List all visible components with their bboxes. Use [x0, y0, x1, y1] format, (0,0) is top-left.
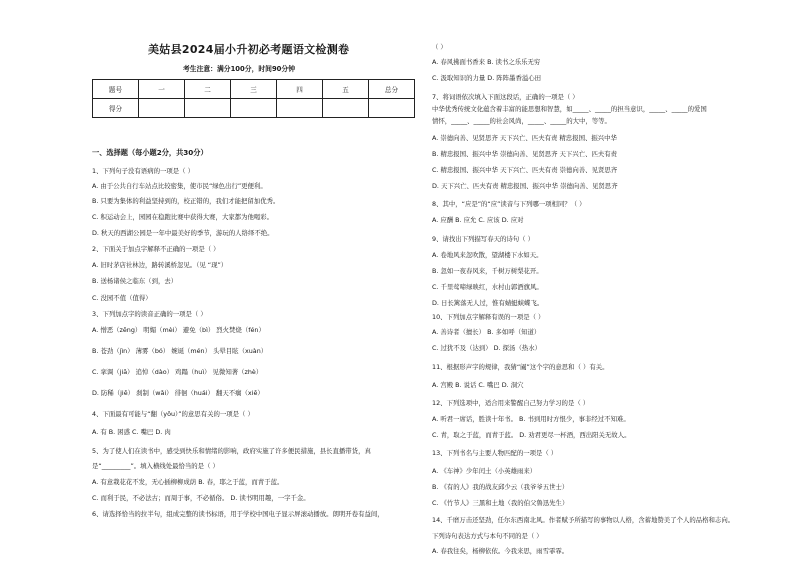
answer-option: A. 善诗者（擅长） B. 多如呼（知道） [432, 328, 541, 336]
score-cell [231, 99, 277, 118]
answer-option: D. 日长篱落无人过，惟有蜻蜓蛱蝶飞。 [432, 299, 544, 307]
score-cell [185, 99, 231, 118]
answer-option: 是“_________”。填入横线处最恰当的是（ ） [92, 462, 219, 470]
answer-option: A. 春我往矣，杨柳依依。今我来思，雨雪霏霏。 [432, 547, 569, 555]
answer-option: A. 《车神》少年闰土（小英雄雨来） [432, 467, 537, 475]
answer-option: A. 有意栽花花不发，无心插柳柳成荫 B. 春，耶之于蓝，而青于蓝。 [92, 478, 284, 486]
score-table-header-row [93, 80, 415, 99]
question-stem: 3、下列加点字的读音正确的一项是（ ） [92, 310, 207, 318]
answer-option: C. 汲取知识的力量 D. 阵阵墨香溢心田 [432, 74, 542, 82]
question-stem: 7、将词语依次填入下面这段话，正确的一项是（ ） [432, 93, 579, 101]
question-stem: 1、下列句子没有语病的一项是（ ） [92, 167, 194, 175]
answer-option: A. 崇德向善、见贤思齐 天下兴亡、匹夫有责 精忠报国、振兴中华 [432, 134, 617, 142]
answer-option: D. 天下兴亡、匹夫有责 精忠报国、振兴中华 崇德向善、见贤思齐 [432, 182, 618, 190]
answer-option: B. 忽如一夜春风来，千树万树梨花开。 [432, 267, 543, 275]
section-heading: 一、选择题（每小题2分，共30分） [92, 148, 208, 157]
score-header-cell: 四 [277, 80, 323, 99]
answer-option: A. 听君一席话，胜读十年书。 B. 书到用时方恨少，事非经过不知难。 [432, 415, 630, 423]
question-stem: 14、千磨万击还坚劲，任尔东西南北风。作者赋予所描写的事物以人格，含蓄地赞美了个人的品格和志向。 [432, 516, 735, 524]
answer-option: A. 宫殿 B. 说话 C. 嘴巴 D. 洞穴 [432, 381, 524, 389]
question-stem: 5、为了使人们在读书中，感受到快乐和情绪的影响，政府实施了许多便民措施，县长直播带货，真 [92, 447, 371, 455]
answer-option: C. 而利于民，不必法古；而周于事，不必循俗。 D. 读书明用趣，一字千金。 [92, 494, 310, 502]
question-stem: 11、根据形声字的规律，我猜“阖”这个字的意思和（ ）有关。 [432, 363, 609, 371]
answer-option: A. 旧时茅店社林边，路转溪桥忽见。（见 “现”） [92, 261, 228, 269]
answer-option: D. 防稀（jiē） 刹制（wǎi） 徘徊（huái） 翻天不瘸（xiē） [92, 389, 264, 397]
answer-option: B. 只要为集体的利益坚持到的，校正错的，我们才能把留加优秀。 [92, 197, 280, 205]
answer-option: A. 春风拂面书香来 B. 读书之乐乐无穷 [432, 58, 541, 66]
answer-option: B. 苍劲（jìn） 薄雾（bó） 婉诞（mén） 头晕目眩（xuàn） [92, 347, 268, 355]
question-stem: 13、下列书名与主要人物匹配的一项是（ ） [432, 449, 558, 457]
answer-option: A. 应酬 B. 应允 C. 应该 D. 应对 [432, 216, 524, 224]
score-header-cell: 一 [139, 80, 185, 99]
answer-option: A. 有 B. 困惑 C. 嘴巴 D. 肉 [92, 428, 171, 436]
question-stem: 8、其中，“应是”的“应”读音与下列哪一项相同？（ ） [432, 200, 586, 208]
answer-option: A. 憎恶（zēng） 明媚（mèi） 避免（bì） 烈火焚烧（fén） [92, 326, 265, 334]
answer-option: C. 过犹不及（达到） D. 探汤（热水） [432, 344, 542, 352]
answer-option: 中华优秀传统文化蕴含着丰富的能思想和智慧，如_____、_____的担当意识，_____、_____的爱国 [432, 105, 707, 113]
score-header-cell: 二 [185, 80, 231, 99]
answer-option: C. 挛调（jiā） 追悼（dào） 鸡蹋（huì） 见微知著（zhè） [92, 368, 263, 376]
exam-notice: 考生注意：满分100分，时间90分钟 [183, 65, 296, 73]
score-cell [369, 99, 415, 118]
answer-option: A. 由于公共自行车站点比较密集，使市民“绿色出行”更便利。 [92, 182, 267, 190]
question-stem: 4、下面最有可能与“翻（yōu）”的意思有关的一项是（ ） [92, 410, 254, 418]
question-stem: 10、下列加点字解释有误的一项是（ ） [432, 313, 545, 321]
answer-option: （ ） [432, 43, 447, 51]
answer-option: C. 没园不值（值得） [92, 294, 152, 302]
question-stem: 2、下面关于加点字解释不正确的一项是（ ） [92, 245, 220, 253]
answer-option: A. 卷地风来忽吹散，望湖楼下水如天。 [432, 251, 543, 259]
score-header-cell: 三 [231, 80, 277, 99]
answer-option: 情怀，_____、_____的社会风尚，_____、_____的大中，等等。 [432, 117, 611, 125]
score-cell [323, 99, 369, 118]
score-header-cell: 总分 [369, 80, 415, 99]
answer-option: C. 积运动会上，园园在稳跑比赛中获得大赛，大家都为他喝彩。 [92, 213, 274, 221]
answer-option: 下列诗句表达方式与本句不同的是（ ） [432, 532, 543, 540]
answer-option: B. 《有的人》我的战友邱少云（我爷爷五世士） [432, 483, 569, 491]
score-header-cell: 题号 [93, 80, 139, 99]
answer-option: B. 送杨诸侯之临东（到，去） [92, 277, 178, 285]
question-stem: 9、请找出下列描写春天的诗句（ ） [432, 235, 534, 243]
question-stem: 6、请选择恰当的拉半句，组成完整的读书标语，用于学校中国电子显示屏滚动播放。朗明开卷有益间， [92, 510, 384, 518]
score-cell [139, 99, 185, 118]
answer-option: D. 秋天的西湖公园是一年中最美好的季节，游玩的人络绎不绝。 [92, 229, 274, 237]
score-row-label: 得分 [93, 99, 139, 118]
answer-option: C. 精忠报国、振兴中华 天下兴亡、匹夫有责 崇德向善、见贤思齐 [432, 166, 618, 174]
score-table [92, 79, 415, 118]
score-table-score-row [93, 99, 415, 118]
question-stem: 12、下列选项中，适合用来警醒自己努力学习的是（ ） [432, 399, 590, 407]
page-title: 美姑县2024届小升初必考题语文检测卷 [148, 43, 350, 56]
score-cell [277, 99, 323, 118]
answer-option: C. 千里莺啼绿映红，水村山郭酒旗风。 [432, 283, 543, 291]
score-header-cell: 五 [323, 80, 369, 99]
answer-option: B. 精忠报国、振兴中华 崇德向善、见贤思齐 天下兴亡、匹夫有责 [432, 150, 618, 158]
answer-option: C. 青，取之于蓝，而青于蓝。 D. 劝君更尽一杯酒，西出阳关无故人。 [432, 431, 631, 439]
answer-option: C. 《竹节人》三黑和土地（我的伯父鲁迅先生） [432, 499, 569, 507]
